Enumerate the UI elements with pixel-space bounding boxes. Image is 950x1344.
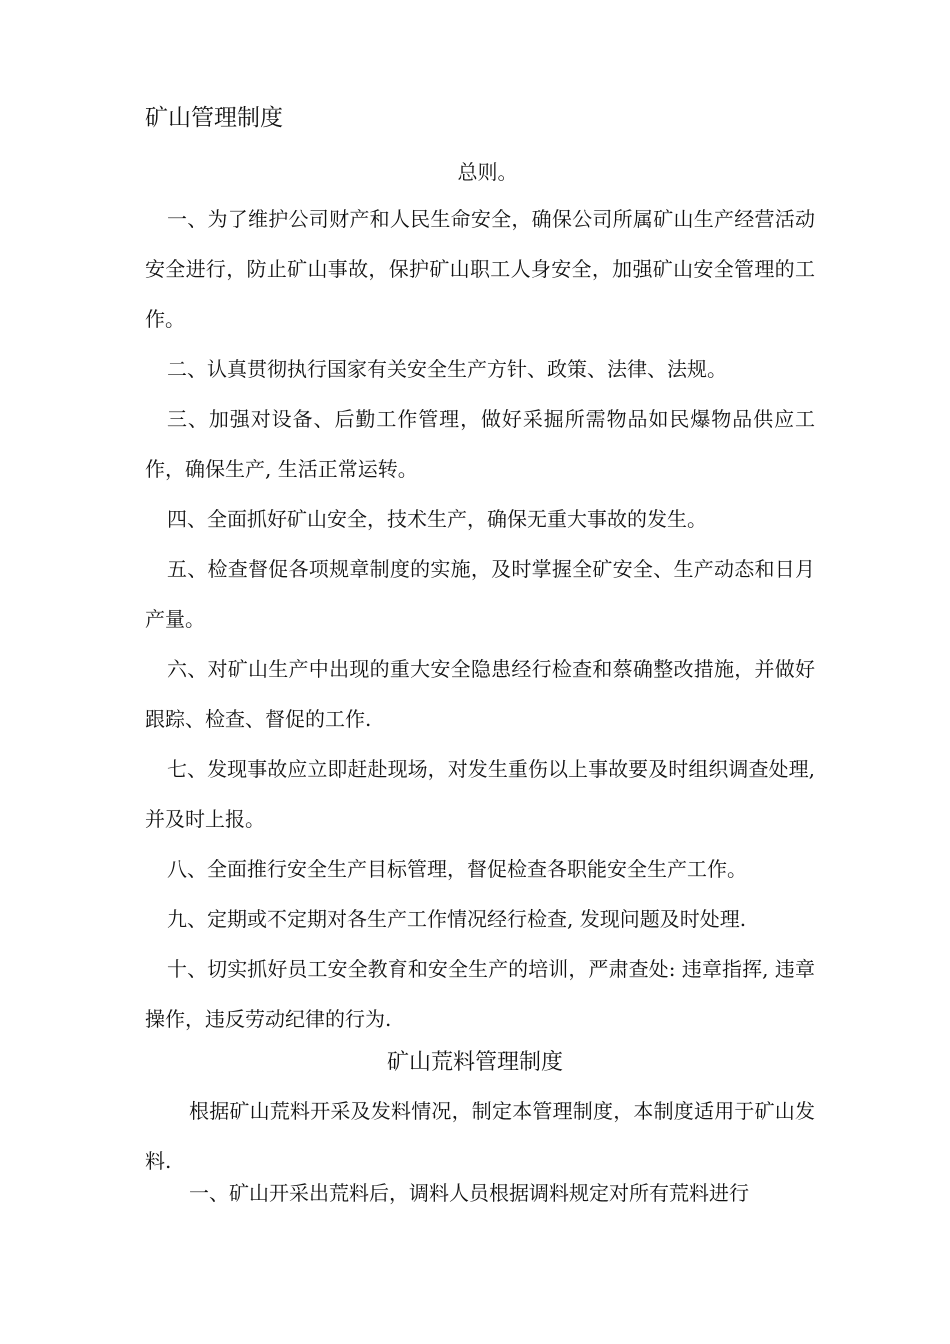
paragraph-article-1: 一、为了维护公司财产和人民生命安全，确保公司所属矿山生产经营活动安全进行，防止矿山事故，保护矿山职工人身安全，加强矿山安全管理的工作。 xyxy=(145,207,815,331)
paragraph-rough-stone-article-1: 一、矿山开采出荒料后，调料人员根据调料规定对所有荒料进行 xyxy=(189,1181,749,1205)
document-title: 矿山管理制度 xyxy=(145,105,283,131)
paragraph-article-10: 十、切实抓好员工安全教育和安全生产的培训，严肃查处: 违章指挥, 违章操作，违反劳动纪律的行为. xyxy=(145,957,815,1031)
paragraph-article-9: 九、定期或不定期对各生产工作情况经行检查, 发现问题及时处理. xyxy=(167,907,747,931)
paragraph-article-3: 三、加强对设备、后勤工作管理，做好采掘所需物品如民爆物品供应工作，确保生产, 生活正常运转。 xyxy=(145,407,815,481)
paragraph-article-7: 七、发现事故应立即赶赴现场，对发生重伤以上事故要及时组织调查处理, 并及时上报。 xyxy=(145,757,815,831)
paragraph-rough-stone-intro: 根据矿山荒料开采及发料情况，制定本管理制度，本制度适用于矿山发料. xyxy=(145,1099,815,1173)
paragraph-article-8: 八、全面推行安全生产目标管理，督促检查各职能安全生产工作。 xyxy=(167,857,747,881)
paragraph-article-2: 二、认真贯彻执行国家有关安全生产方针、政策、法律、法规。 xyxy=(167,357,727,381)
section-heading-general: 总则。 xyxy=(457,160,518,184)
paragraph-article-5: 五、检查督促各项规章制度的实施，及时掌握全矿安全、生产动态和日月产量。 xyxy=(145,557,815,631)
section-heading-rough-stone: 矿山荒料管理制度 xyxy=(386,1050,563,1075)
paragraph-article-4: 四、全面抓好矿山安全，技术生产，确保无重大事故的发生。 xyxy=(167,507,707,531)
paragraph-article-6: 六、对矿山生产中出现的重大安全隐患经行检查和蔡确整改措施，并做好跟踪、检查、督促的工作. xyxy=(145,657,815,731)
